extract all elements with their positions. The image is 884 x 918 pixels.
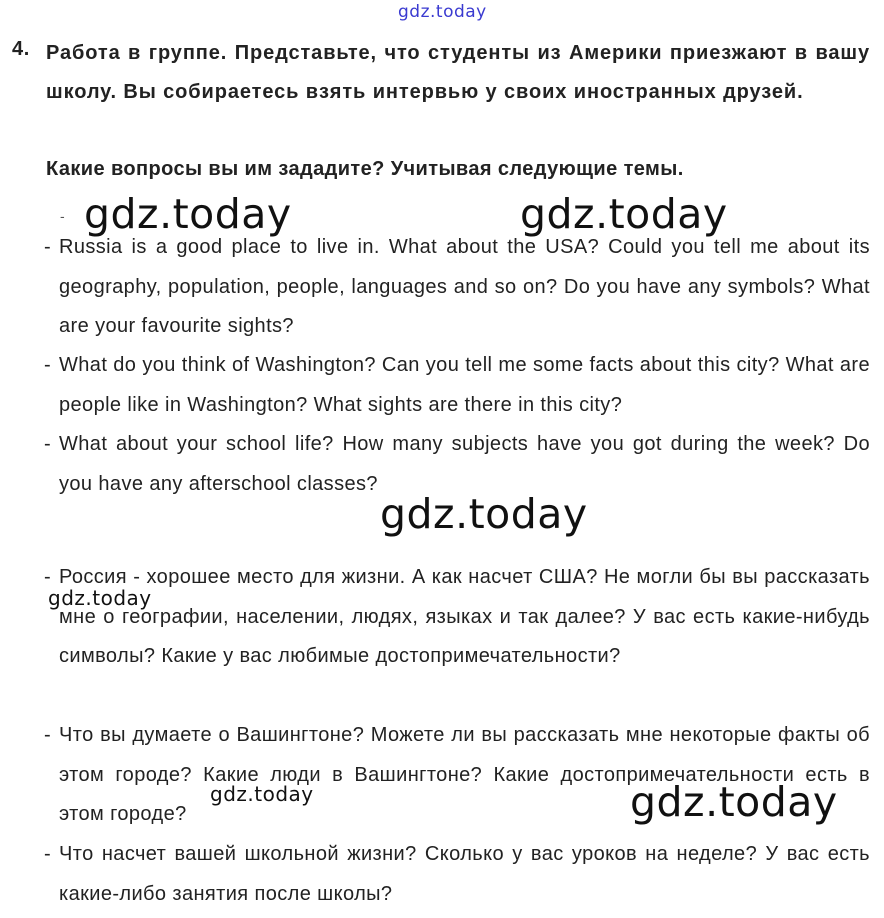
list-dash: - xyxy=(44,724,52,746)
watermark-large: gdz.today xyxy=(84,190,292,238)
list-dash: - xyxy=(44,433,52,455)
task-instruction: Работа в группе. Представьте, что студенты из Америки приезжают в вашу школу. Вы собираетесь взять интервью у своих иностранных друзей. xyxy=(46,42,870,103)
watermark-small: gdz.today xyxy=(48,586,152,610)
watermark-small: gdz.today xyxy=(210,782,314,806)
russian-answer-item xyxy=(44,558,870,677)
watermark-large: gdz.today xyxy=(520,190,728,238)
list-dash: - xyxy=(44,566,52,588)
watermark-large: gdz.today xyxy=(380,490,588,538)
english-answer-item xyxy=(44,228,870,347)
english-answer-text: What about your school life? How many subjects have you got during the week? Do you have any afterschool classes? xyxy=(59,433,870,495)
english-answer-text: What do you think of Washington? Can you tell me some facts about this city? What are people like in Washington? What sights are there in this city? xyxy=(59,354,870,416)
task-number: 4. xyxy=(12,38,30,60)
list-dash: - xyxy=(44,236,52,258)
list-dash: - xyxy=(44,354,52,376)
russian-answer-text: Что насчет вашей школьной жизни? Сколько у вас уроков на неделе? У вас есть какие-либо занятия после школы? xyxy=(59,843,870,905)
russian-answer-item xyxy=(44,835,870,914)
stray-dash: - xyxy=(60,208,65,224)
list-dash: - xyxy=(44,843,52,865)
watermark-top: gdz.today xyxy=(398,2,487,22)
russian-answer-text: Что вы думаете о Вашингтоне? Можете ли вы рассказать мне некоторые факты об этом городе? Какие люди в Вашингтоне? Какие достопримечательности есть в этом городе? xyxy=(59,724,870,825)
russian-answer-text: Россия - хорошее место для жизни. А как насчет США? Не могли бы вы рассказать мне о географии, населении, людях, языках и так далее? У вас есть какие-нибудь символы? Какие у вас любимые достопримечательности? xyxy=(59,566,870,667)
english-answer-item xyxy=(44,346,870,425)
watermark-large: gdz.today xyxy=(630,778,838,826)
english-answer-text: Russia is a good place to live in. What about the USA? Could you tell me about its geography, population, people, languages and so on? Do you have any symbols? What are your favourite sights? xyxy=(59,236,870,337)
task-question: Какие вопросы вы им зададите? Учитывая следующие темы. xyxy=(46,158,684,180)
